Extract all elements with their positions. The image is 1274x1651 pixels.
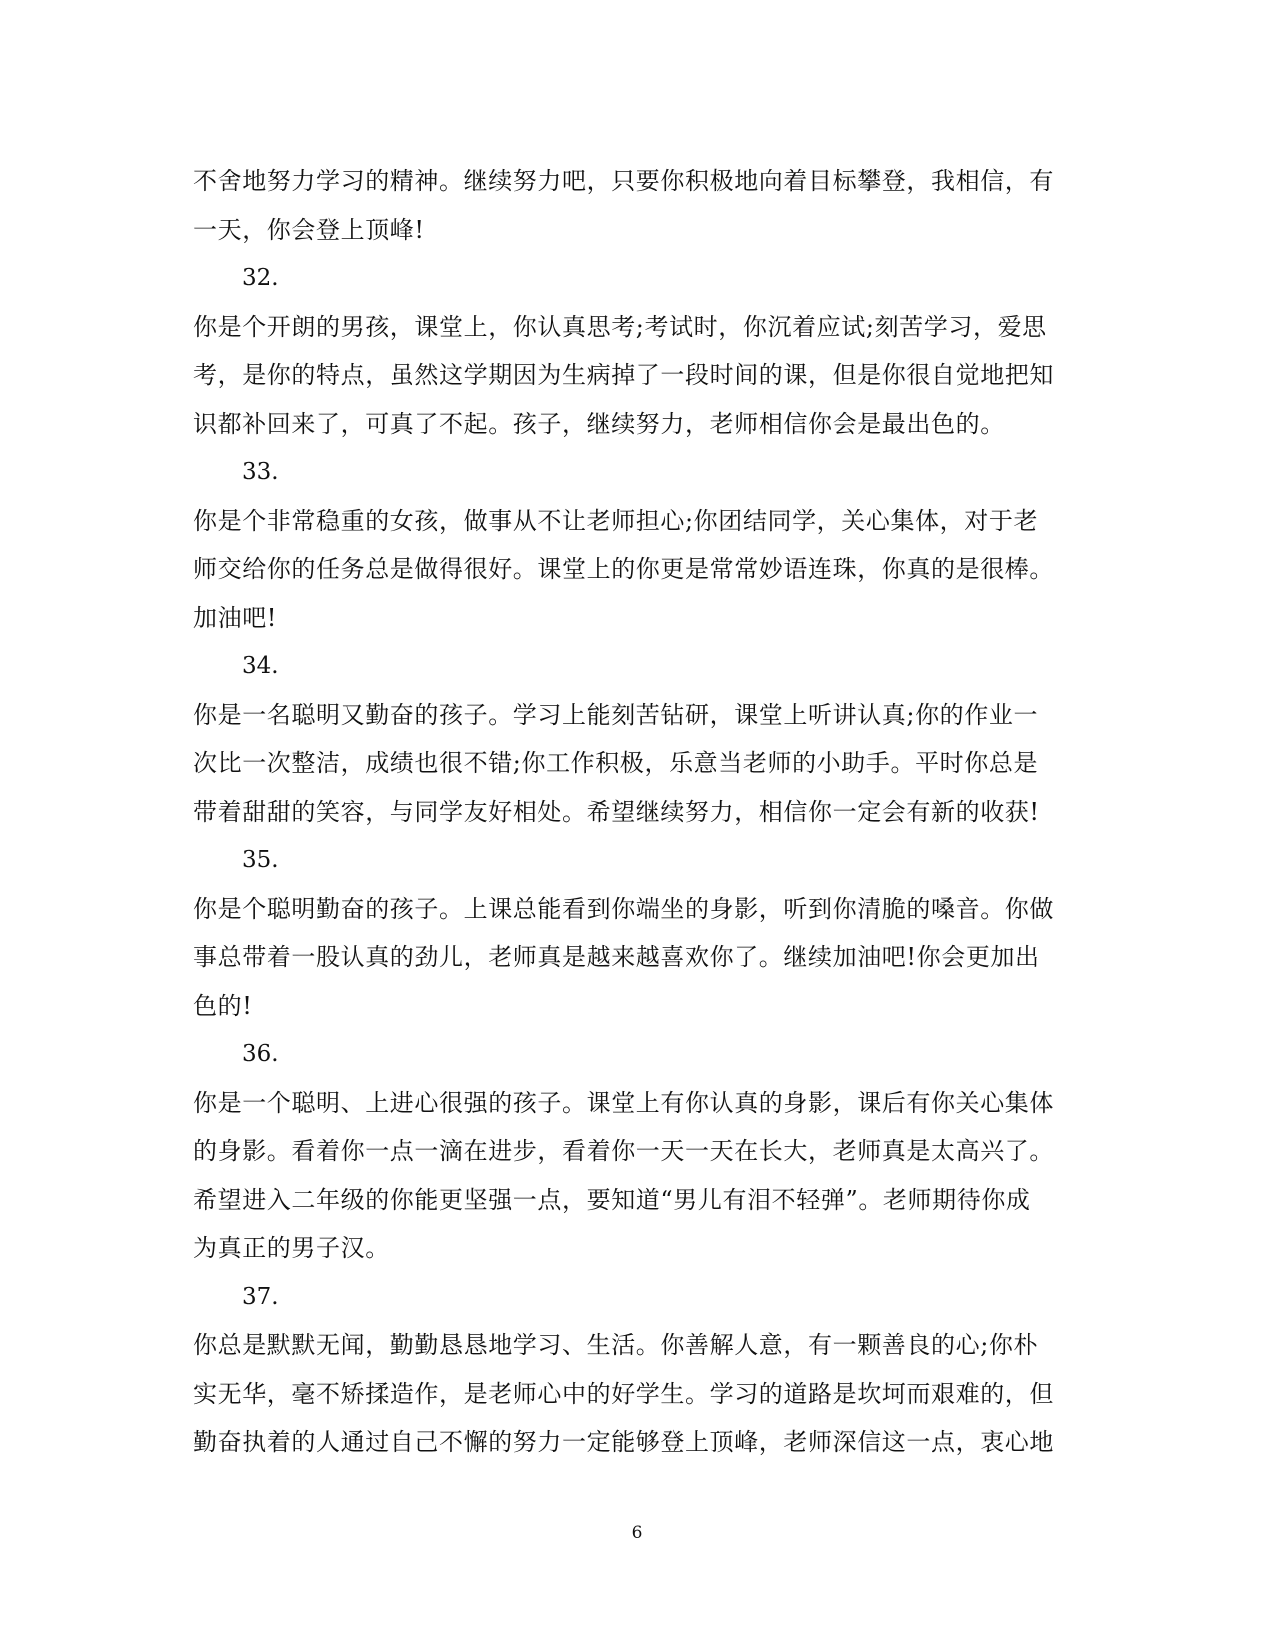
text-line: 你是个非常稳重的女孩，做事从不让老师担心;你团结同学，关心集体，对于老 xyxy=(193,506,1039,535)
text-line: 为真正的男子汉。 xyxy=(193,1234,390,1262)
text-line: 事总带着一股认真的劲儿，老师真是越来越喜欢你了。继续加油吧!你会更加出 xyxy=(193,943,1040,971)
text-line: 考，是你的特点，虽然这学期因为生病掉了一段时间的课，但是你很自觉地把知 xyxy=(193,361,1054,389)
item-number: 37. xyxy=(242,1283,279,1310)
page-number: 6 xyxy=(631,1523,643,1543)
item-number: 32. xyxy=(242,265,279,291)
text-line: 你是个开朗的男孩，课堂上，你认真思考;考试时，你沉着应试;刻苦学习，爱思 xyxy=(193,312,1047,341)
text-line: 色的! xyxy=(193,991,253,1020)
text-line: 你是一个聪明、上进心很强的孩子。课堂上有你认真的身影，课后有你关心集体 xyxy=(193,1088,1054,1117)
text-line: 希望进入二年级的你能更坚强一点，要知道“男儿有泪不轻弹”。老师期待你成 xyxy=(193,1185,1031,1214)
text-line: 识都补回来了，可真了不起。孩子，继续努力，老师相信你会是最出色的。 xyxy=(193,409,1005,438)
item-number: 36. xyxy=(242,1041,279,1067)
text-line: 加油吧! xyxy=(193,603,278,632)
text-line: 勤奋执着的人通过自己不懈的努力一定能够登上顶峰，老师深信这一点，衷心地 xyxy=(193,1428,1054,1456)
text-line: 不舍地努力学习的精神。继续努力吧，只要你积极地向着目标攀登，我相信，有 xyxy=(193,167,1054,195)
text-line: 次比一次整洁，成绩也很不错;你工作积极，乐意当老师的小助手。平时你总是 xyxy=(193,749,1039,777)
item-number: 34. xyxy=(242,653,279,679)
item-number: 33. xyxy=(242,459,279,485)
text-line: 实无华，毫不矫揉造作，是老师心中的好学生。学习的道路是坎坷而艰难的，但 xyxy=(193,1379,1054,1408)
text-line: 你是个聪明勤奋的孩子。上课总能看到你端坐的身影，听到你清脆的嗓音。你做 xyxy=(193,894,1054,923)
text-line: 你是一名聪明又勤奋的孩子。学习上能刻苦钻研，课堂上听讲认真;你的作业一 xyxy=(193,700,1039,729)
text-line: 师交给你的任务总是做得很好。课堂上的你更是常常妙语连珠，你真的是很棒。 xyxy=(193,555,1054,583)
document-body xyxy=(193,157,1073,1467)
text-line: 一天，你会登上顶峰! xyxy=(193,215,425,244)
text-line: 的身影。看着你一点一滴在进步，看着你一天一天在长大，老师真是太高兴了。 xyxy=(193,1137,1054,1165)
text-line: 你总是默默无闻，勤勤恳恳地学习、生活。你善解人意，有一颗善良的心;你朴 xyxy=(193,1331,1039,1359)
text-line: 带着甜甜的笑容，与同学友好相处。希望继续努力，相信你一定会有新的收获! xyxy=(193,797,1040,826)
item-number: 35. xyxy=(242,847,279,873)
